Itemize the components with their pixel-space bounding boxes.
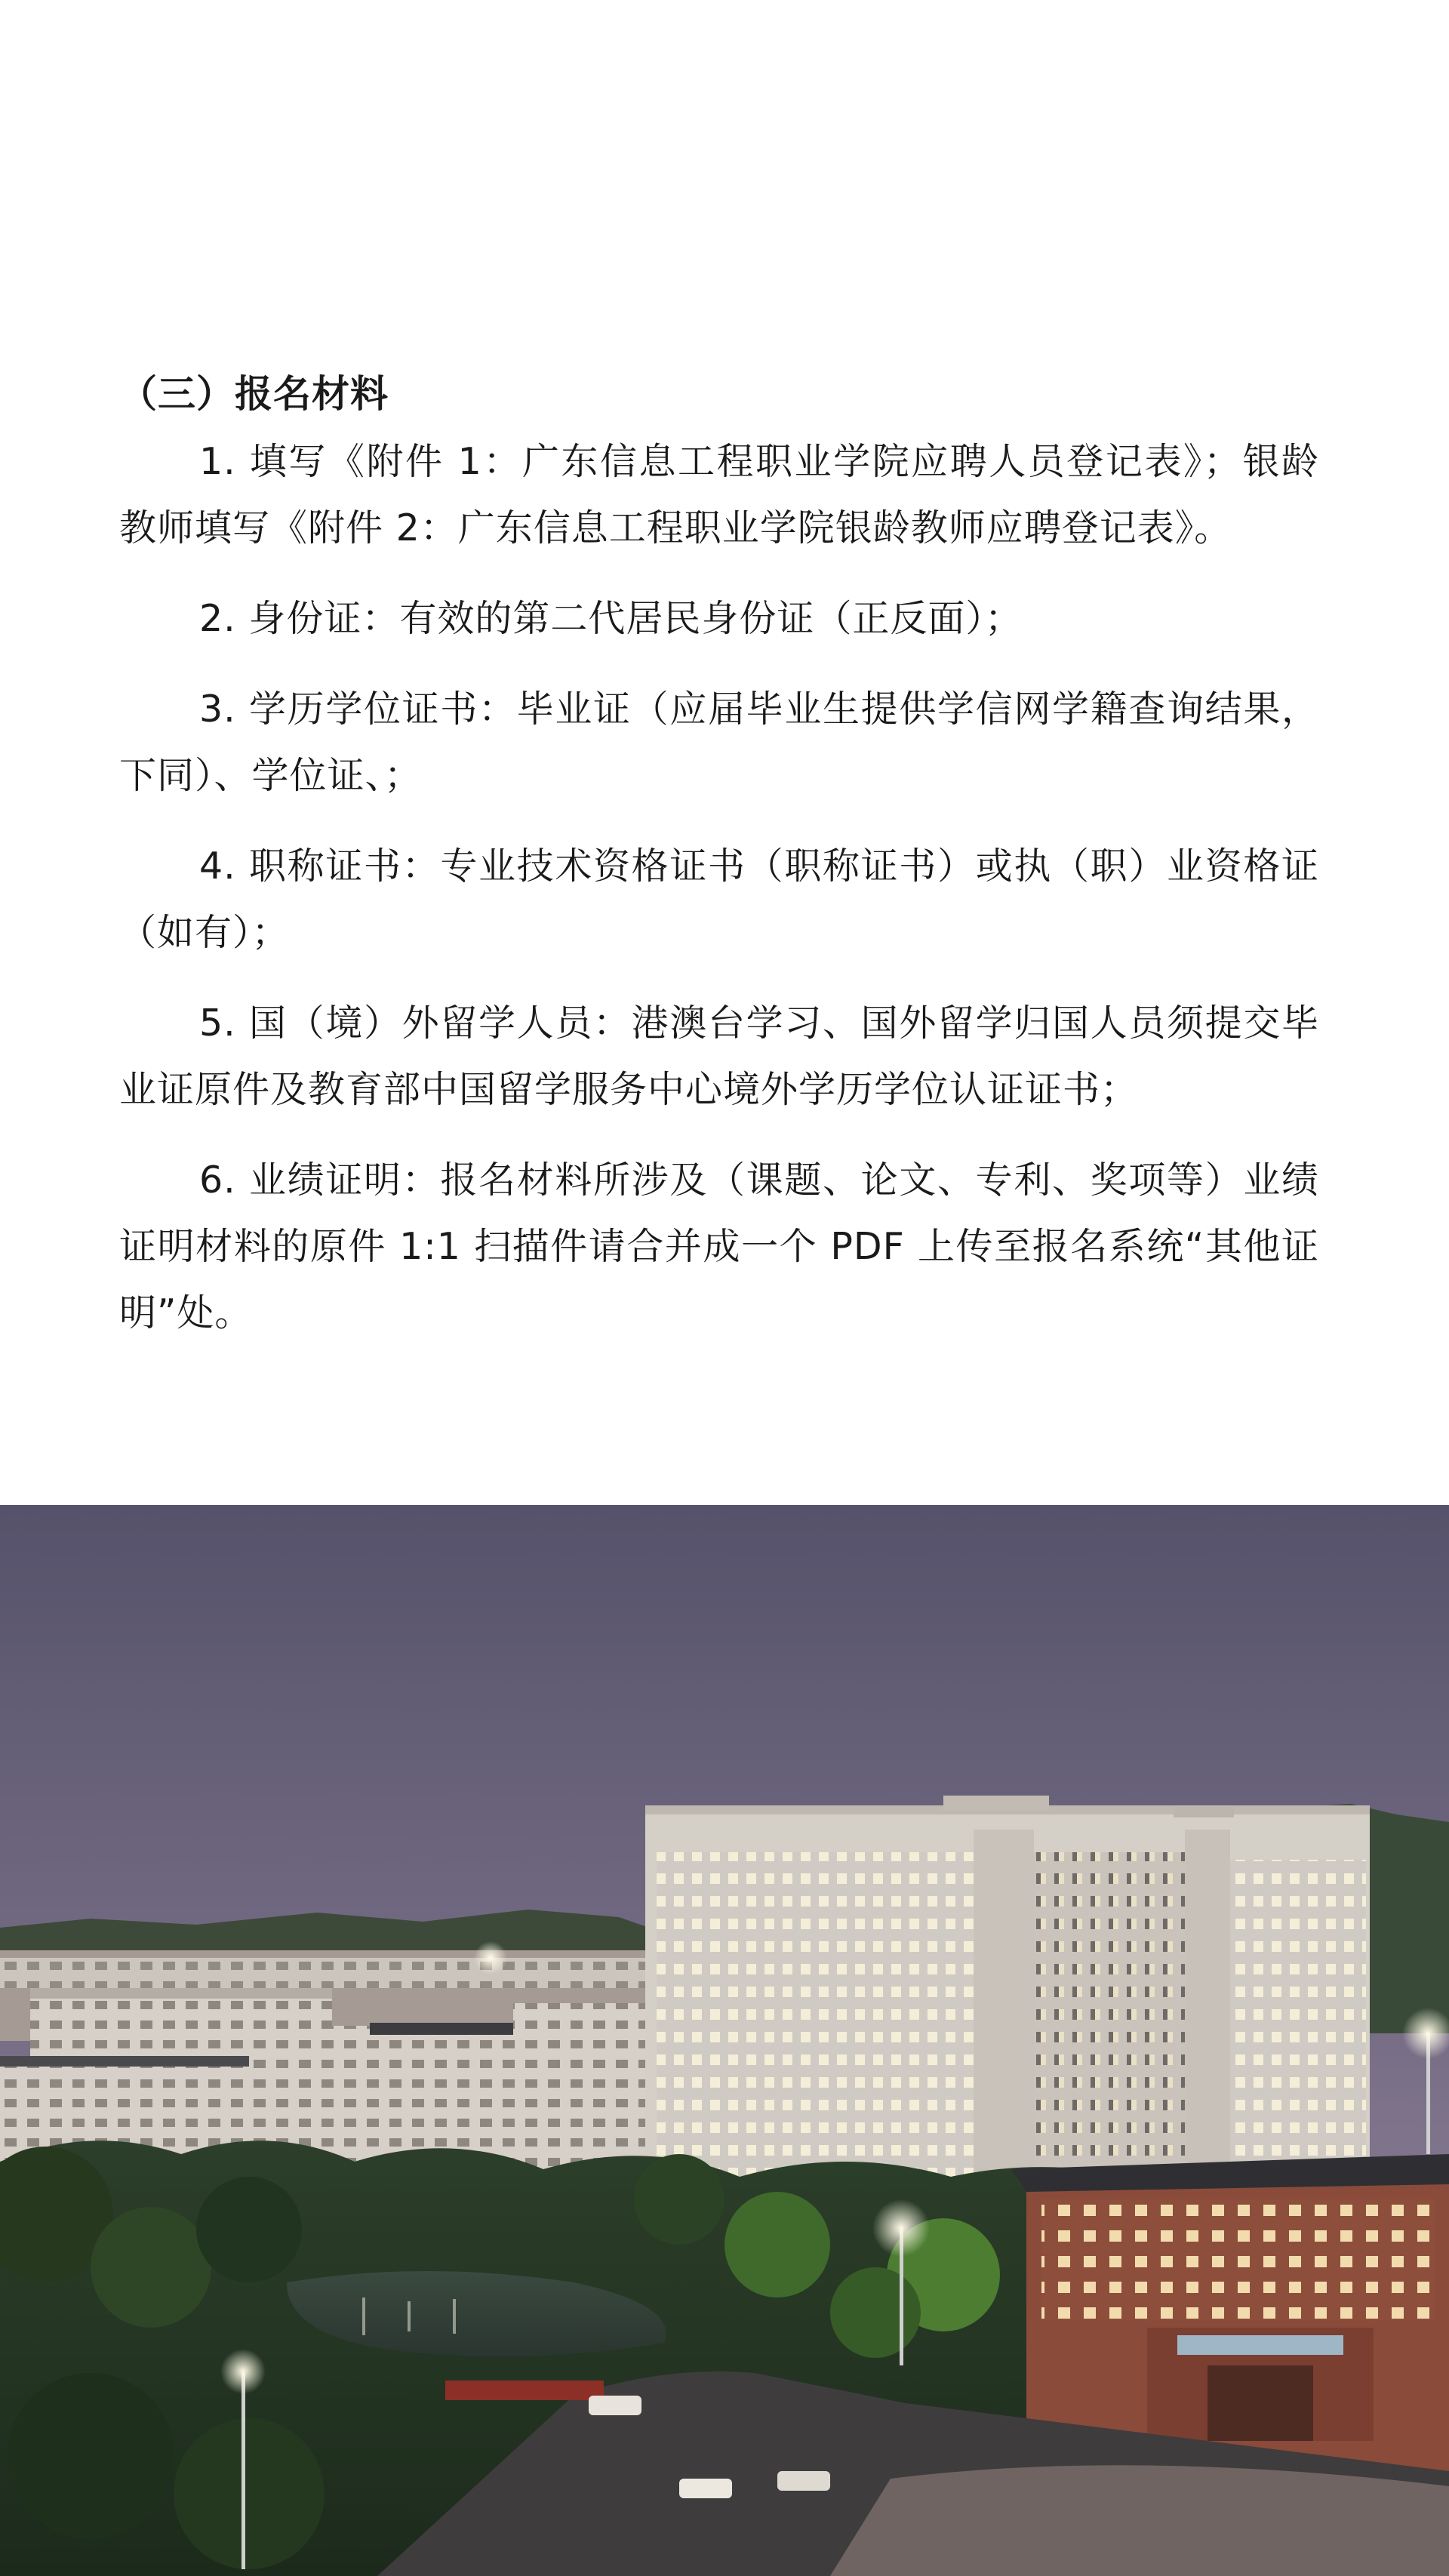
list-item: 4. 职称证书：专业技术资格证书（职称证书）或执（职）业资格证（如有）； <box>119 845 1319 954</box>
document-body <box>119 361 1319 1371</box>
list-item: 6. 业绩证明：报名材料所涉及（课题、论文、专利、奖项等）业绩证明材料的原件 1:1 扫描件请合并成一个 PDF 上传至报名系统“其他证明”处。 <box>119 1159 1319 1334</box>
campus-photo <box>0 1505 1449 2576</box>
campus-night-illustration <box>0 1505 1449 2576</box>
list-item: 1. 填写《附件 1：广东信息工程职业学院应聘人员登记表》；银龄教师填写《附件 2：广东信息工程职业学院银龄教师应聘登记表》。 <box>119 440 1319 549</box>
list-item: 2. 身份证：有效的第二代居民身份证（正反面）； <box>199 597 1023 640</box>
section-heading: （三）报名材料 <box>119 372 389 416</box>
list-item: 5. 国（境）外留学人员：港澳台学习、国外留学归国人员须提交毕业证原件及教育部中国留学服务中心境外学历学位认证证书； <box>119 1002 1319 1111</box>
list-item: 3. 学历学位证书：毕业证（应届毕业生提供学信网学籍查询结果，下同）、学位证、； <box>119 688 1319 797</box>
